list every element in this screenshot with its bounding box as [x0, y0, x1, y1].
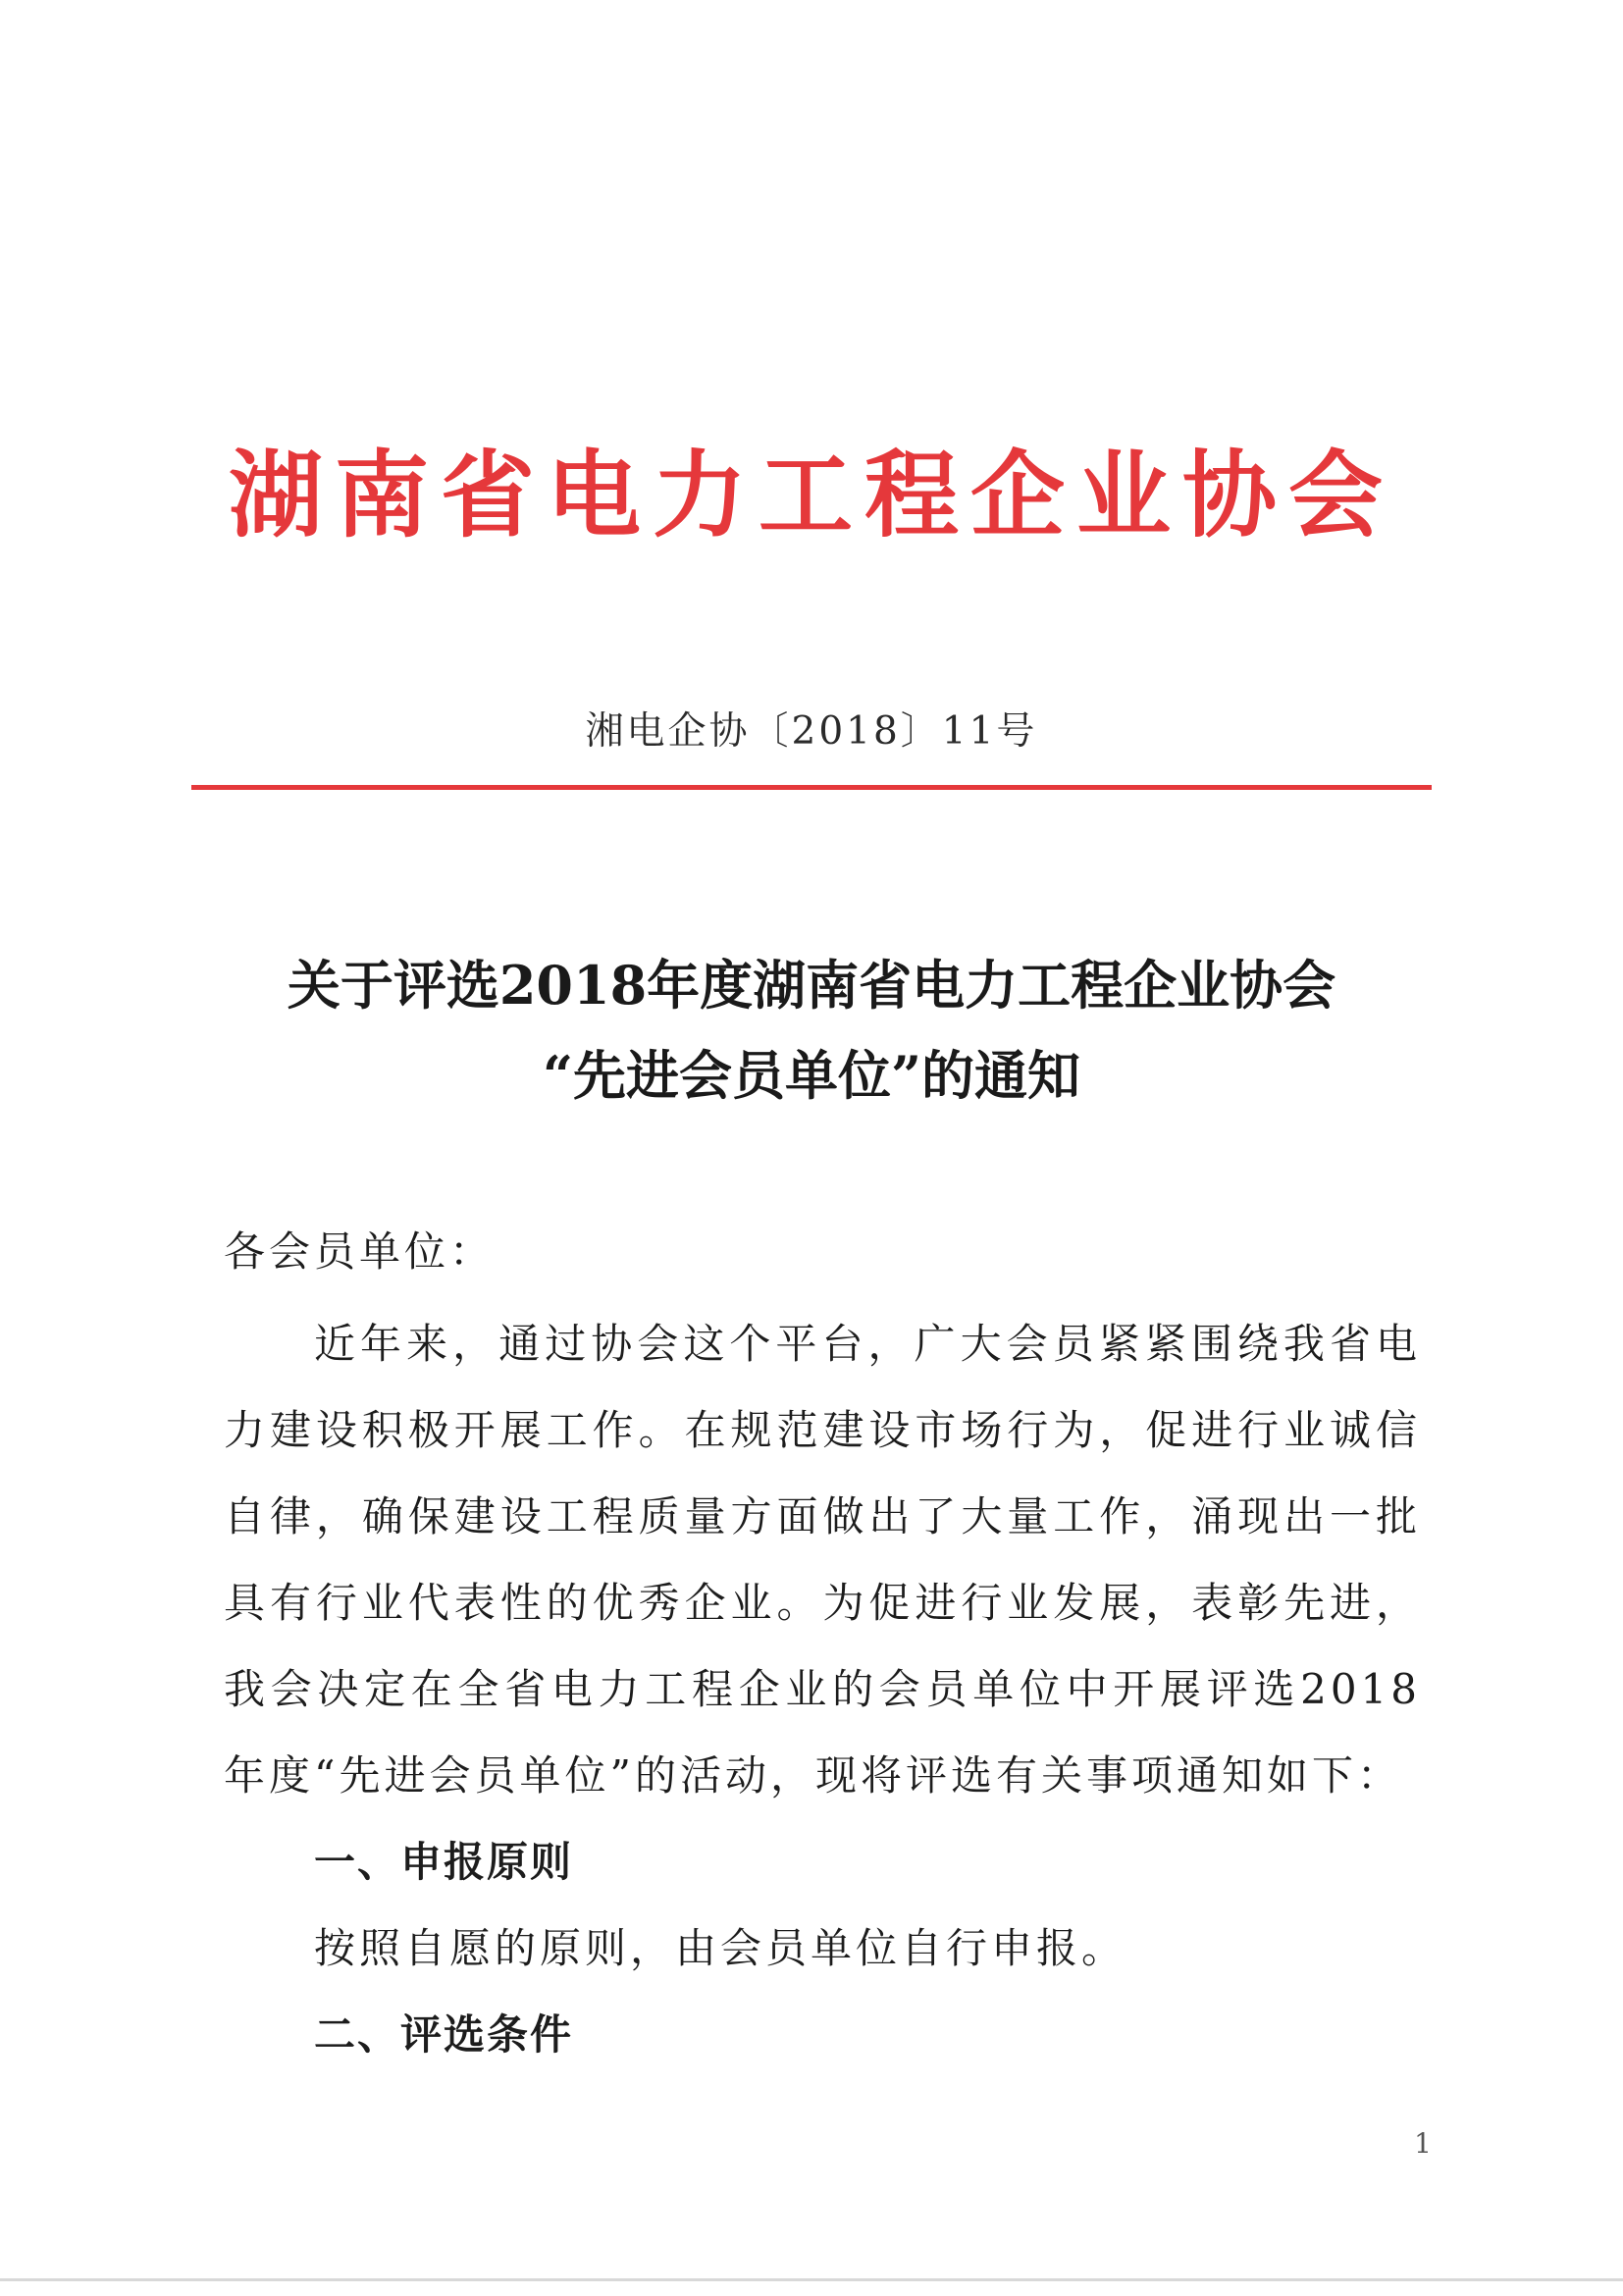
title-line-2: “先进会员单位”的通知 — [542, 1044, 1081, 1107]
red-divider-line — [191, 785, 1432, 790]
organization-header: 湖南省电力工程企业协会 — [229, 441, 1394, 550]
page-number: 1 — [1414, 2127, 1432, 2160]
document-number: 湘电企协〔2018〕11号 — [585, 709, 1038, 754]
document-title — [191, 940, 1432, 1121]
section-2-heading: 二、评选条件 — [314, 2010, 574, 2059]
intro-paragraph: 近年来，通过协会这个平台，广大会员紧紧围绕我省电力建设积极开展工作。在规范建设市场行为，促进行业诚信自律，确保建设工程质量方面做出了大量工作，涌现出一批具有行业代表性的优秀企业。为促进行业发展，表彰先进，我会决定在全省电力工程企业的会员单位中开展评选2018年度“先进会员单位”的活动，现将评选有关事项通知如下： — [224, 1320, 1421, 1800]
document-body — [224, 1217, 1421, 2078]
section-1-heading: 一、申报原则 — [314, 1838, 574, 1886]
title-line-1: 关于评选2018年度湖南省电力工程企业协会 — [287, 954, 1336, 1017]
scan-edge-line — [0, 2278, 1623, 2281]
salutation: 各会员单位： — [224, 1227, 496, 1276]
section-1-body: 按照自愿的原则，由会员单位自行申报。 — [314, 1924, 1127, 1972]
